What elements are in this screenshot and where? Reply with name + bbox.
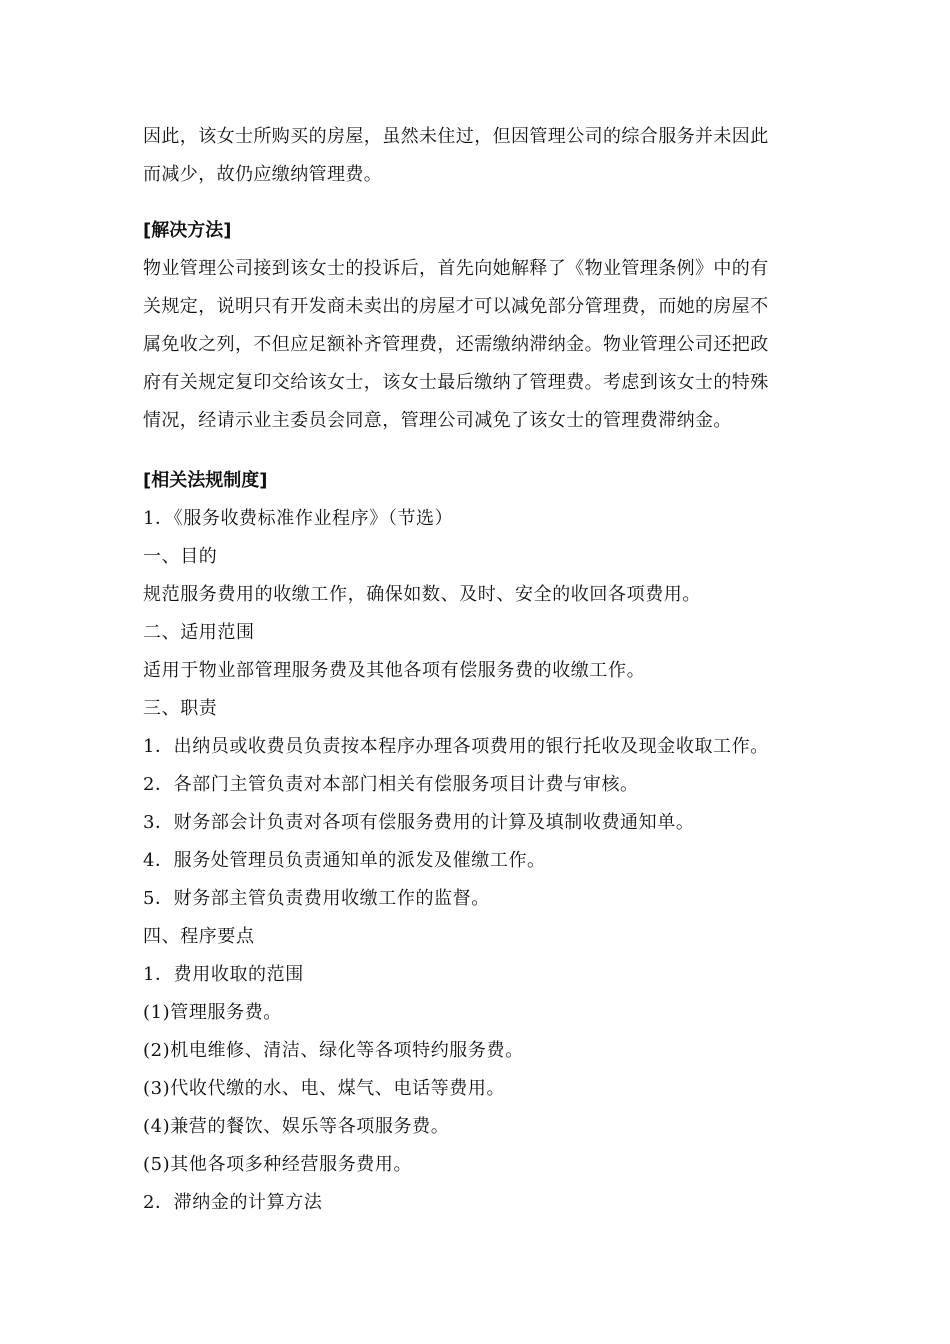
- document-body: [143, 118, 808, 1222]
- paragraph-intro: [143, 118, 808, 194]
- text-line: 关规定，说明只有开发商未卖出的房屋才可以减免部分管理费，而她的房屋不: [143, 296, 769, 317]
- text-line: 因此，该女士所购买的房屋，虽然未住过，但因管理公司的综合服务并未因此: [143, 126, 769, 147]
- list-item: 1．出纳员或收费员负责按本程序办理各项费用的银行托收及现金收取工作。: [143, 736, 769, 757]
- list-item: (5)其他各项多种经营服务费用。: [143, 1154, 413, 1175]
- list-item: (4)兼营的餐饮、娱乐等各项服务费。: [143, 1116, 450, 1137]
- list-item: 1．费用收取的范围: [143, 964, 304, 985]
- list-item: 一、目的: [143, 546, 218, 567]
- section-heading-regulations: [相关法规制度]: [143, 470, 268, 491]
- text-line: 物业管理公司接到该女士的投诉后，首先向她解释了《物业管理条例》中的有: [143, 258, 769, 279]
- list-item: 规范服务费用的收缴工作，确保如数、及时、安全的收回各项费用。: [143, 584, 701, 605]
- list-item: 适用于物业部管理服务费及其他各项有偿服务费的收缴工作。: [143, 660, 646, 681]
- list-item: 四、程序要点: [143, 926, 255, 947]
- paragraph-solution: [143, 250, 808, 440]
- text-line: 府有关规定复印交给该女士，该女士最后缴纳了管理费。考虑到该女士的特殊: [143, 372, 769, 393]
- list-item: 二、适用范围: [143, 622, 255, 643]
- list-item: 4．服务处管理员负责通知单的派发及催缴工作。: [143, 850, 546, 871]
- list-item: 5．财务部主管负责费用收缴工作的监督。: [143, 888, 490, 909]
- text-line: 情况，经请示业主委员会同意，管理公司减免了该女士的管理费滞纳金。: [143, 410, 732, 431]
- list-item: (3)代收代缴的水、电、煤气、电话等费用。: [143, 1078, 506, 1099]
- text-line: 而减少，故仍应缴纳管理费。: [143, 164, 383, 185]
- regulation-list: [143, 500, 808, 1222]
- list-item: 1．《服务收费标准作业程序》（节选）: [143, 508, 454, 529]
- list-item: 2．各部门主管负责对本部门相关有偿服务项目计费与审核。: [143, 774, 639, 795]
- list-item: (2)机电维修、清洁、绿化等各项特约服务费。: [143, 1040, 524, 1061]
- section-heading-solution: [解决方法]: [143, 220, 232, 241]
- text-line: 属免收之列，不但应足额补齐管理费，还需缴纳滞纳金。物业管理公司还把政: [143, 334, 769, 355]
- list-item: 三、职责: [143, 698, 218, 719]
- list-item: 3．财务部会计负责对各项有偿服务费用的计算及填制收费通知单。: [143, 812, 695, 833]
- list-item: 2．滞纳金的计算方法: [143, 1192, 323, 1213]
- list-item: (1)管理服务费。: [143, 1002, 282, 1023]
